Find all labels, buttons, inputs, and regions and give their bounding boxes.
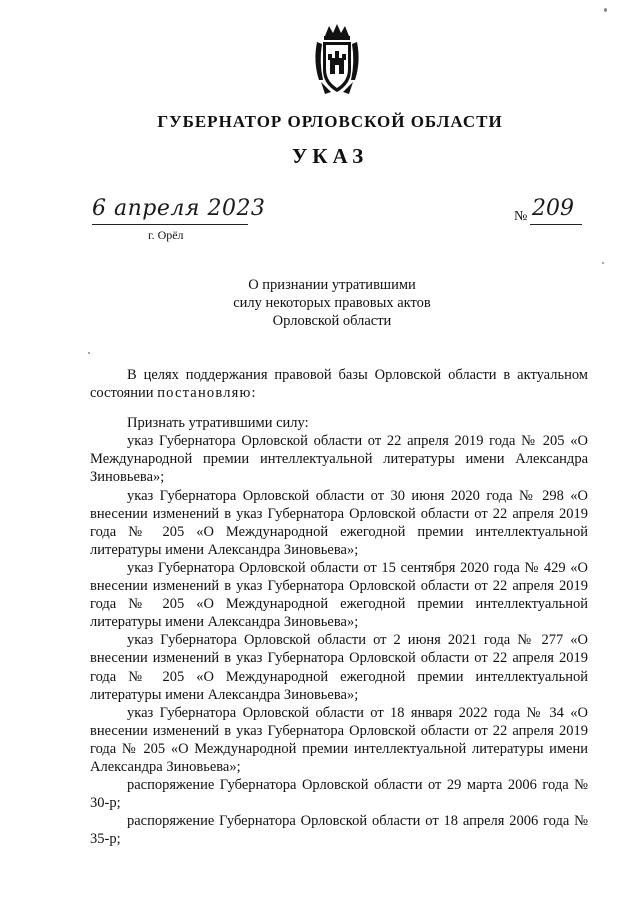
number-sign: №: [514, 209, 528, 224]
title-line: Орловской области: [272, 313, 392, 329]
number-underline: [530, 224, 582, 225]
date-underline: [92, 224, 248, 225]
intro-paragraph: [90, 366, 588, 402]
title-line: О признании утратившими: [248, 277, 416, 293]
document-type-heading: УКАЗ: [291, 144, 369, 168]
list-item: указ Губернатора Орловской области от 30 июня 2020 года № 298 «О внесении изменений в указ Губернатора Орловской области от 22 апреля 2019 года № 205 «О Международной ежегодной премии интеллектуальной литературы имени Александра Зиновьева»;: [90, 487, 588, 558]
list-item: указ Губернатора Орловской области от 15 сентября 2020 года № 429 «О внесении изменений в указ Губернатора Орловской области от 22 апреля 2019 года № 205 «О Международной ежегодной премии интеллектуальной литературы имени Александра Зиновьева»;: [90, 559, 588, 631]
intro-text: В целях поддержания правовой базы Орловской области в актуальном состоянии: [90, 367, 588, 402]
list-item: указ Губернатора Орловской области от 22 апреля 2019 года № 205 «О Международной премии интеллектуальной литературы имени Александра Зиновьева»;: [90, 433, 588, 486]
list-item: указ Губернатора Орловской области от 18 января 2022 года № 34 «О внесении изменений в указ Губернатора Орловской области от 22 апреля 2019 года № 205 «О Международной премии интеллектуальной литературы имени Александра Зиновьева»;: [90, 704, 588, 775]
scan-speck: [88, 352, 90, 354]
list-item: указ Губернатора Орловской области от 2 июня 2021 года № 277 «О внесении изменений в указ Губернатора Орловской области от 22 апреля 2019 года № 205 «О Международной ежегодной премии интеллектуальной литературы имени Александра Зиновьева»;: [90, 632, 588, 703]
intro-verb: постановляю:: [157, 385, 257, 402]
document-title: [0, 276, 634, 330]
handwritten-date: 6 апреля 2023: [92, 196, 266, 221]
city-label: г. Орёл: [148, 228, 184, 242]
list-item: распоряжение Губернатора Орловской области от 18 апреля 2006 года № 35-р;: [90, 813, 588, 848]
coat-of-arms-icon: [311, 22, 363, 98]
scan-speck: [602, 262, 604, 264]
handwritten-number: 209: [532, 196, 574, 221]
scan-speck: [604, 8, 607, 12]
organization-heading: ГУБЕРНАТОР ОРЛОВСКОЙ ОБЛАСТИ: [157, 112, 503, 131]
title-line: силу некоторых правовых актов: [233, 295, 431, 311]
lead-paragraph: Признать утратившими силу:: [127, 415, 309, 432]
list-item: распоряжение Губернатора Орловской области от 29 марта 2006 года № 30-р;: [90, 777, 588, 812]
document-body: [90, 366, 588, 848]
